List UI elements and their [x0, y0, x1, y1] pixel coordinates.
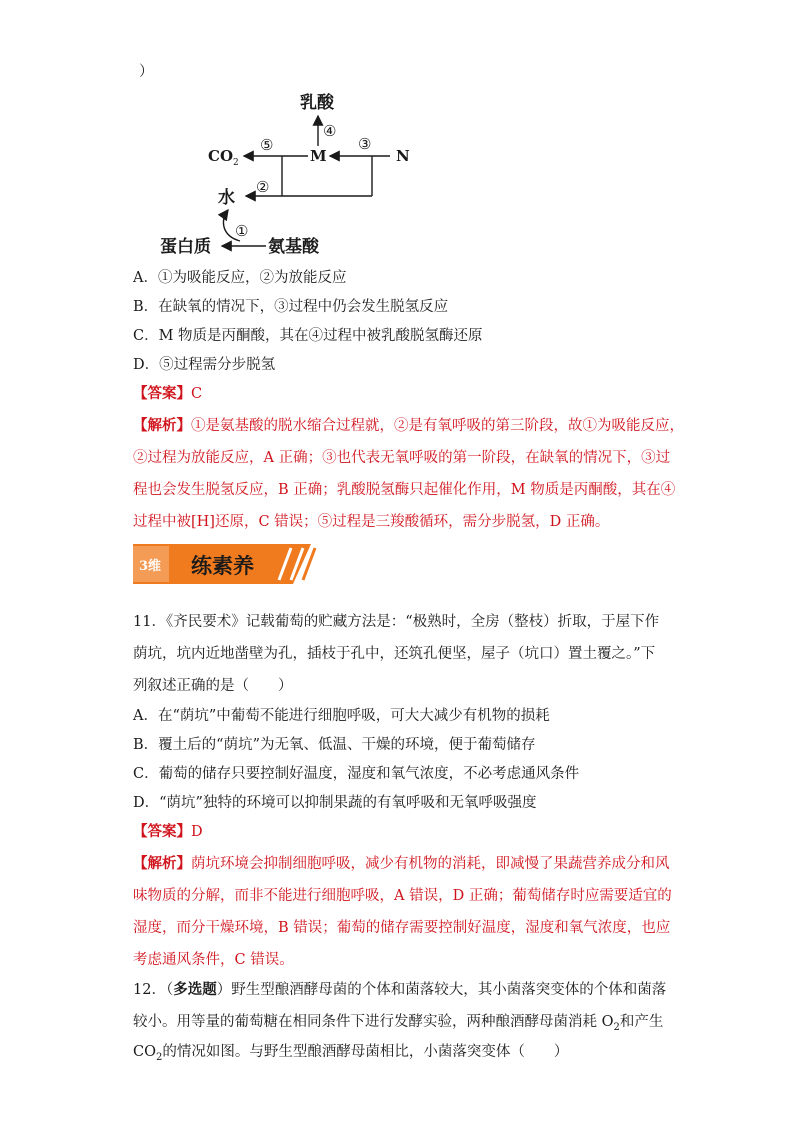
- q11-stem-line-3: 列叙述正确的是（ ）: [133, 678, 293, 694]
- q11-answer: [133, 822, 203, 842]
- label-m: M: [310, 147, 327, 165]
- q12-line3-rest: 的情况如图。与野生型酿酒酵母菌相比，小菌落突变体（ ）: [162, 1044, 569, 1060]
- step4-label: ④: [323, 122, 337, 140]
- top-fragment: ）: [139, 64, 154, 80]
- label-protein: 蛋白质: [160, 237, 211, 257]
- q11-analysis-text-1: 荫坑环境会抑制细胞呼吸，减少有机物的消耗，即减慢了果蔬营养成分和风: [191, 856, 670, 872]
- q12-stem-line-1: [133, 980, 666, 1000]
- q10-analysis-line-3: 程也会发生脱氢反应，B 正确；乳酸脱氢酶只起催化作用，M 物质是丙酮酸，其在④: [133, 482, 676, 498]
- q11-option-c: C．葡萄的储存只要控制好温度，湿度和氧气浓度，不必考虑通风条件: [133, 766, 580, 782]
- label-water: 水: [218, 188, 235, 208]
- banner-title: 练素养: [191, 553, 254, 578]
- q11-stem-line-2: 荫坑，坑内近地凿壁为孔，插枝于孔中，还筑孔便坚，屋子（坑口）置土覆之。”下: [133, 646, 656, 662]
- q12-stem-line-2: [133, 1012, 663, 1038]
- q12-line2-end: 和产生: [619, 1014, 664, 1030]
- q12-tag: 多选题: [173, 981, 217, 998]
- label-amino-acid: 氨基酸: [268, 237, 319, 257]
- q12-line2-sub: 2: [613, 1021, 620, 1033]
- q11-option-a: A．在“荫坑”中葡萄不能进行细胞呼吸，可大大减少有机物的损耗: [133, 708, 550, 724]
- step5-label: ⑤: [260, 136, 274, 154]
- q10-answer-label: 【答案】: [133, 385, 191, 402]
- label-n: N: [396, 147, 410, 165]
- q10-answer: [133, 384, 202, 404]
- q11-analysis-line-4: 考虑通风条件，C 错误。: [133, 952, 294, 968]
- q10-option-d: D．⑤过程需分步脱氢: [133, 357, 276, 373]
- q11-answer-value: D: [191, 824, 203, 840]
- q10-analysis-line-1: [133, 416, 684, 436]
- q12-line3-sub: 2: [155, 1051, 163, 1063]
- q12-line3-start: CO: [133, 1044, 156, 1060]
- label-lactic-acid: 乳酸: [300, 93, 334, 113]
- step2-label: ②: [256, 178, 270, 196]
- q10-option-b: B．在缺氧的情况下，③过程中仍会发生脱氢反应: [133, 299, 449, 315]
- q10-option-c: C．M 物质是丙酮酸，其在④过程中被乳酸脱氢酶还原: [133, 328, 483, 344]
- banner-badge: 3维: [139, 559, 162, 574]
- q11-analysis-line-3: 湿度，而分干燥环境，B 错误；葡萄的储存需要控制好温度，湿度和氧气浓度，也应: [133, 920, 671, 936]
- label-co2-sub: 2: [233, 158, 239, 168]
- q10-answer-value: C: [191, 386, 203, 402]
- q11-analysis-label: 【解析】: [133, 855, 191, 872]
- q12-stem-line-3: [133, 1042, 568, 1068]
- q12-line1-rest: ）野生型酿酒酵母菌的个体和菌落较大，其小菌落突变体的个体和菌落: [216, 982, 667, 998]
- q11-analysis-line-1: [133, 854, 670, 874]
- section-banner: [133, 544, 323, 584]
- label-co2: CO: [208, 147, 234, 165]
- q10-analysis-label: 【解析】: [133, 417, 191, 434]
- q11-option-d: D．“荫坑”独特的环境可以抑制果蔬的有氧呼吸和无氧呼吸强度: [133, 795, 537, 811]
- q10-analysis-text-1: ①是氨基酸的脱水缩合过程就，②是有氧呼吸的第三阶段，故①为吸能反应，: [191, 418, 684, 434]
- q12-number: 12．（: [133, 982, 174, 998]
- q10-option-a: A．①为吸能反应，②为放能反应: [133, 270, 347, 286]
- q11-stem-line-1: 11．《齐民要术》记载葡萄的贮藏方法是：“极熟时，全房（整枝）折取，于屋下作: [133, 614, 660, 630]
- step3-label: ③: [358, 135, 372, 153]
- q11-option-b: B．覆土后的“荫坑”为无氧、低温、干燥的环境，便于葡萄储存: [133, 737, 536, 753]
- q10-analysis-line-4: 过程中被[H]还原，C 错误；⑤过程是三羧酸循环，需分步脱氢，D 正确。: [133, 514, 610, 530]
- q10-analysis-line-2: ②过程为放能反应，A 正确；③也代表无氧呼吸的第一阶段，在缺氧的情况下，③过: [133, 450, 671, 466]
- q11-analysis-line-2: 味物质的分解，而非不能进行细胞呼吸，A 错误，D 正确；葡萄储存时应需要适宜的: [133, 888, 672, 904]
- step1-label: ①: [235, 222, 249, 240]
- metabolism-diagram: [160, 86, 460, 266]
- q12-line2: 较小。用等量的葡萄糖在相同条件下进行发酵实验，两种酿酒酵母菌消耗 O: [133, 1014, 614, 1030]
- q11-answer-label: 【答案】: [133, 823, 191, 840]
